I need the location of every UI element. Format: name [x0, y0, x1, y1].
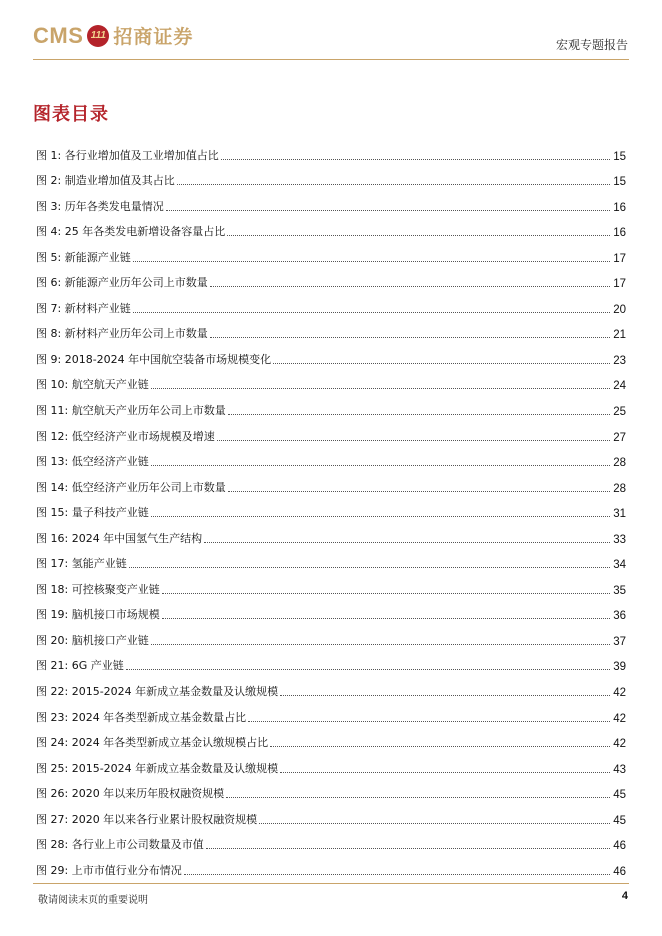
toc-title: 图表目录	[33, 104, 109, 125]
toc-list	[36, 137, 626, 878]
page-number: 4	[621, 890, 628, 902]
toc-dot-leader	[259, 823, 610, 824]
logo-chinese-text: 招商证券	[113, 26, 194, 48]
toc-entry-label[interactable]: 图 11: 航空航天产业历年公司上市数量	[36, 404, 226, 418]
toc-dot-leader	[126, 669, 610, 670]
toc-entry-page[interactable]: 17	[613, 278, 626, 291]
toc-entry[interactable]	[36, 341, 626, 367]
toc-entry-label[interactable]: 图 18: 可控核聚变产业链	[36, 582, 160, 596]
toc-dot-leader	[217, 440, 611, 441]
toc-dot-leader	[206, 848, 611, 849]
toc-dot-leader	[270, 746, 610, 747]
toc-entry-label[interactable]: 图 24: 2024 年各类型新成立基金认缴规模占比	[36, 736, 269, 750]
toc-entry-page[interactable]: 16	[613, 227, 626, 240]
toc-dot-leader	[133, 261, 611, 262]
toc-entry[interactable]	[36, 188, 626, 214]
toc-entry-label[interactable]: 图 2: 制造业增加值及其占比	[36, 174, 175, 188]
toc-dot-leader	[129, 567, 611, 568]
toc-dot-leader	[184, 874, 611, 875]
toc-entry[interactable]	[36, 852, 626, 878]
toc-entry[interactable]	[36, 520, 626, 546]
toc-entry-page[interactable]: 33	[613, 533, 626, 546]
toc-entry-page[interactable]: 24	[613, 380, 626, 393]
toc-entry-page[interactable]: 45	[613, 789, 626, 802]
toc-entry[interactable]	[36, 546, 626, 572]
toc-entry[interactable]	[36, 725, 626, 751]
toc-entry-page[interactable]: 27	[613, 431, 626, 444]
toc-entry-label[interactable]: 图 26: 2020 年以来历年股权融资规模	[36, 787, 225, 801]
toc-dot-leader	[151, 516, 611, 517]
toc-entry-label[interactable]: 图 20: 脑机接口产业链	[36, 633, 149, 647]
toc-entry-label[interactable]: 图 3: 历年各类发电量情况	[36, 199, 164, 213]
toc-entry-label[interactable]: 图 29: 上市市值行业分布情况	[36, 863, 182, 877]
toc-dot-leader	[210, 286, 611, 287]
toc-entry-label[interactable]: 图 12: 低空经济产业市场规模及增速	[36, 429, 215, 443]
toc-entry-page[interactable]: 28	[613, 457, 626, 470]
toc-entry[interactable]	[36, 673, 626, 699]
toc-dot-leader	[166, 210, 611, 211]
toc-entry-label[interactable]: 图 16: 2024 年中国氢气生产结构	[36, 531, 203, 545]
toc-entry[interactable]	[36, 776, 626, 802]
toc-entry-label[interactable]: 图 15: 量子科技产业链	[36, 506, 149, 520]
toc-entry-label[interactable]: 图 28: 各行业上市公司数量及市值	[36, 838, 204, 852]
toc-entry-page[interactable]: 37	[613, 635, 626, 648]
header-divider	[33, 59, 629, 60]
toc-entry-page[interactable]: 36	[613, 610, 626, 623]
toc-entry[interactable]	[36, 648, 626, 674]
toc-entry-label[interactable]: 图 21: 6G 产业链	[36, 659, 124, 673]
toc-entry-page[interactable]: 45	[613, 814, 626, 827]
toc-entry-page[interactable]: 34	[613, 559, 626, 572]
toc-entry-label[interactable]: 图 19: 脑机接口市场规模	[36, 608, 160, 622]
toc-entry[interactable]	[36, 622, 626, 648]
toc-entry-label[interactable]: 图 23: 2024 年各类型新成立基金数量占比	[36, 710, 247, 724]
toc-entry-label[interactable]: 图 10: 航空航天产业链	[36, 378, 149, 392]
toc-entry-page[interactable]: 20	[613, 303, 626, 316]
toc-dot-leader	[151, 465, 611, 466]
toc-entry[interactable]	[36, 265, 626, 291]
toc-entry-page[interactable]: 39	[613, 661, 626, 674]
toc-entry-page[interactable]: 43	[613, 763, 626, 776]
toc-entry-label[interactable]: 图 27: 2020 年以来各行业累计股权融资规模	[36, 812, 258, 826]
toc-entry-label[interactable]: 图 9: 2018-2024 年中国航空装备市场规模变化	[36, 352, 272, 366]
toc-entry-label[interactable]: 图 6: 新能源产业历年公司上市数量	[36, 276, 208, 290]
logo-latin-text: CMS	[33, 22, 84, 48]
toc-entry-label[interactable]: 图 13: 低空经济产业链	[36, 455, 149, 469]
toc-entry[interactable]	[36, 699, 626, 725]
toc-dot-leader	[162, 593, 611, 594]
toc-entry[interactable]	[36, 163, 626, 189]
toc-dot-leader	[228, 491, 611, 492]
toc-entry-label[interactable]: 图 22: 2015-2024 年新成立基金数量及认缴规模	[36, 685, 279, 699]
toc-entry[interactable]	[36, 290, 626, 316]
toc-entry[interactable]	[36, 827, 626, 853]
toc-entry-label[interactable]: 图 7: 新材料产业链	[36, 301, 131, 315]
footer-divider	[33, 883, 629, 884]
toc-entry-page[interactable]: 31	[613, 508, 626, 521]
toc-entry-page[interactable]: 15	[613, 176, 626, 189]
toc-entry[interactable]	[36, 137, 626, 163]
toc-entry-label[interactable]: 图 4: 25 年各类发电新增设备容量占比	[36, 225, 226, 239]
toc-entry-page[interactable]: 21	[613, 329, 626, 342]
logo-badge-icon	[87, 25, 109, 47]
toc-dot-leader	[204, 542, 610, 543]
toc-entry[interactable]	[36, 597, 626, 623]
toc-entry-page[interactable]: 16	[613, 201, 626, 214]
toc-entry-page[interactable]: 17	[613, 252, 626, 265]
toc-dot-leader	[273, 363, 610, 364]
toc-entry-page[interactable]: 35	[613, 584, 626, 597]
toc-dot-leader	[227, 235, 610, 236]
toc-entry-page[interactable]: 42	[613, 712, 626, 725]
toc-dot-leader	[280, 695, 610, 696]
toc-entry-label[interactable]: 图 1: 各行业增加值及工业增加值占比	[36, 148, 219, 162]
toc-entry-label[interactable]: 图 5: 新能源产业链	[36, 250, 131, 264]
toc-entry-label[interactable]: 图 14: 低空经济产业历年公司上市数量	[36, 480, 226, 494]
toc-entry[interactable]	[36, 444, 626, 470]
logo-badge-text: 111	[90, 30, 106, 41]
toc-dot-leader	[210, 337, 611, 338]
toc-entry-page[interactable]: 25	[613, 406, 626, 419]
toc-entry[interactable]	[36, 495, 626, 521]
toc-dot-leader	[162, 618, 611, 619]
toc-entry[interactable]	[36, 367, 626, 393]
toc-entry-page[interactable]: 15	[613, 150, 626, 163]
toc-dot-leader	[226, 797, 610, 798]
toc-entry-page[interactable]: 23	[613, 354, 626, 367]
page-header	[0, 0, 662, 62]
toc-dot-leader	[228, 414, 611, 415]
toc-entry-page[interactable]: 28	[613, 482, 626, 495]
toc-dot-leader	[177, 184, 611, 185]
toc-dot-leader	[280, 772, 610, 773]
toc-entry[interactable]	[36, 239, 626, 265]
toc-entry[interactable]	[36, 392, 626, 418]
toc-dot-leader	[248, 721, 610, 722]
toc-entry[interactable]	[36, 750, 626, 776]
toc-entry[interactable]	[36, 316, 626, 342]
toc-dot-leader	[133, 312, 611, 313]
toc-entry-page[interactable]: 42	[613, 687, 626, 700]
toc-entry-page[interactable]: 46	[613, 840, 626, 853]
toc-entry[interactable]	[36, 571, 626, 597]
toc-entry[interactable]	[36, 418, 626, 444]
toc-dot-leader	[151, 388, 611, 389]
footer-disclaimer: 敬请阅读末页的重要说明	[38, 895, 148, 906]
report-type-label: 宏观专题报告	[555, 38, 628, 52]
toc-entry[interactable]	[36, 469, 626, 495]
company-logo	[33, 22, 193, 49]
toc-dot-leader	[151, 644, 611, 645]
toc-entry[interactable]	[36, 214, 626, 240]
toc-entry-label[interactable]: 图 8: 新材料产业历年公司上市数量	[36, 327, 208, 341]
toc-entry-page[interactable]: 46	[613, 865, 626, 878]
toc-dot-leader	[221, 159, 611, 160]
toc-entry-page[interactable]: 42	[613, 738, 626, 751]
toc-entry-label[interactable]: 图 25: 2015-2024 年新成立基金数量及认缴规模	[36, 761, 279, 775]
toc-entry-label[interactable]: 图 17: 氢能产业链	[36, 557, 127, 571]
toc-entry[interactable]	[36, 801, 626, 827]
